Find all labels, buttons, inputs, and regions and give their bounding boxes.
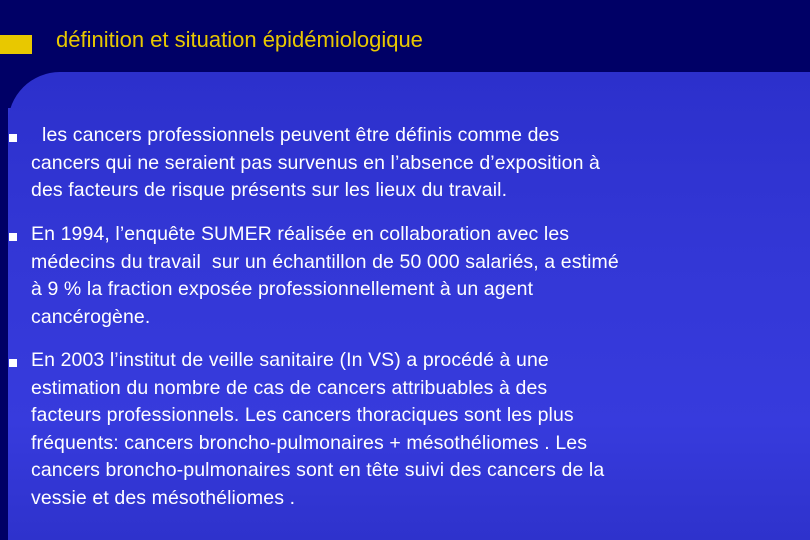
bullet-text	[31, 221, 791, 331]
bullet-line: les cancers professionnels peuvent être définis comme des	[31, 124, 560, 146]
square-bullet-icon	[9, 359, 17, 367]
bullet-line: fréquents: cancers broncho-pulmonaires + mésothéliomes . Les	[31, 431, 588, 454]
left-strip	[0, 72, 8, 540]
bullet-line: médecins du travail sur un échantillon de 50 000 salariés, a estimé	[31, 250, 619, 273]
square-bullet-icon	[9, 134, 17, 142]
square-bullet-icon	[9, 233, 17, 241]
slide-title: définition et situation épidémiologique	[56, 27, 423, 52]
accent-box	[0, 35, 32, 54]
bullet-line: des facteurs de risque présents sur les lieux du travail.	[31, 179, 508, 201]
bullet-line: vessie et des mésothéliomes .	[31, 486, 296, 509]
bullet-line: En 2003 l’institut de veille sanitaire (In VS) a procédé à une	[31, 349, 549, 371]
bullet-text	[31, 122, 791, 205]
bullet-line: cancers broncho-pulmonaires sont en tête suivi des cancers de la	[31, 459, 605, 481]
bullet-line: cancérogène.	[31, 305, 151, 328]
bullet-line: cancers qui ne seraient pas survenus en l’absence d’exposition à	[31, 151, 600, 174]
bullet-line: à 9 % la fraction exposée professionnellement à un agent	[31, 278, 534, 300]
bullet-text	[31, 347, 791, 512]
bullet-line: En 1994, l’enquête SUMER réalisée en collaboration avec les	[31, 223, 570, 245]
bullet-line: facteurs professionnels. Les cancers thoraciques sont les plus	[31, 404, 574, 426]
bullet-line: estimation du nombre de cas de cancers attribuables à des	[31, 376, 548, 399]
